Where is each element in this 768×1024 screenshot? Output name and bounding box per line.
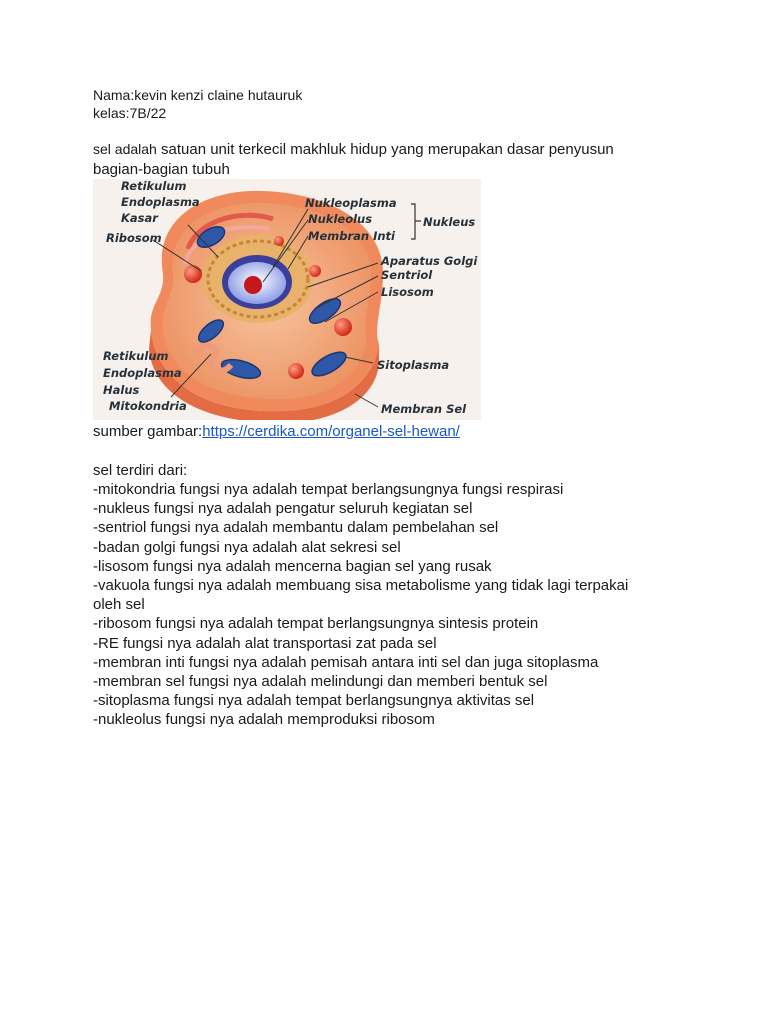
label-nukleolus: Nukleolus: [308, 212, 373, 226]
intro-text: satuan unit terkecil makhluk hidup yang merupakan dasar penyusun bagian-bagian tubuh: [93, 141, 614, 178]
label-retikulum-kasar-2: Endoplasma: [121, 195, 200, 209]
student-name: Nama:kevin kenzi claine hutauruk: [93, 87, 303, 103]
nucleolus: [244, 276, 262, 294]
list-item: -lisosom fungsi nya adalah mencerna bagian sel yang rusak: [93, 557, 492, 575]
list-item: -vakuola fungsi nya adalah membuang sisa metabolisme yang tidak lagi terpakai: [93, 577, 629, 595]
label-retikulum-halus-2: Endoplasma: [103, 366, 182, 380]
label-nukleus: Nukleus: [423, 215, 476, 229]
label-retikulum-halus-3: Halus: [103, 383, 140, 397]
list-item: -nukleus fungsi nya adalah pengatur seluruh kegiatan sel: [93, 500, 473, 518]
list-item: -membran sel fungsi nya adalah melindungi dan memberi bentuk sel: [93, 673, 548, 691]
list-item: -ribosom fungsi nya adalah tempat berlangsungnya sintesis protein: [93, 615, 539, 633]
label-retikulum-kasar-3: Kasar: [121, 211, 158, 225]
label-sitoplasma: Sitoplasma: [377, 358, 450, 372]
animal-cell-diagram: [93, 179, 481, 420]
label-membran-sel: Membran Sel: [381, 402, 467, 416]
list-heading: sel terdiri dari:: [93, 462, 188, 479]
cell-illustration: [93, 179, 481, 420]
organelle-function-list: [93, 480, 673, 730]
nucleus-bracket: [411, 204, 421, 239]
list-item: -nukleolus fungsi nya adalah memproduksi ribosom: [93, 711, 435, 729]
label-membran-inti: Membran Inti: [308, 229, 395, 243]
intro-paragraph: [93, 140, 653, 179]
image-source-link[interactable]: https://cerdika.com/organel-sel-hewan/: [202, 423, 460, 440]
intro-lead: sel adalah: [93, 141, 157, 157]
list-item: -sentriol fungsi nya adalah membantu dalam pembelahan sel: [93, 519, 499, 537]
label-sentriol: Sentriol: [381, 268, 433, 282]
image-source: [93, 422, 460, 441]
label-nukleoplasma: Nukleoplasma: [305, 196, 397, 210]
student-class: kelas:7B/22: [93, 105, 167, 121]
label-mitokondria: Mitokondria: [109, 399, 187, 413]
list-item: -badan golgi fungsi nya adalah alat sekresi sel: [93, 538, 401, 556]
list-item: -membran inti fungsi nya adalah pemisah antara inti sel dan juga sitoplasma: [93, 653, 599, 671]
label-lisosom: Lisosom: [381, 285, 434, 299]
label-aparatus-golgi: Aparatus Golgi: [381, 254, 478, 268]
image-source-prefix: sumber gambar:: [93, 423, 203, 440]
label-retikulum-kasar-1: Retikulum: [121, 179, 187, 193]
label-ribosom: Ribosom: [106, 231, 162, 245]
list-item: -mitokondria fungsi nya adalah tempat berlangsungnya fungsi respirasi: [93, 481, 564, 498]
list-item: -sitoplasma fungsi nya adalah tempat berlangsungnya aktivitas sel: [93, 692, 535, 710]
list-item: -RE fungsi nya adalah alat transportasi zat pada sel: [93, 634, 437, 652]
list-item: oleh sel: [93, 596, 145, 614]
label-retikulum-halus-1: Retikulum: [103, 349, 169, 363]
